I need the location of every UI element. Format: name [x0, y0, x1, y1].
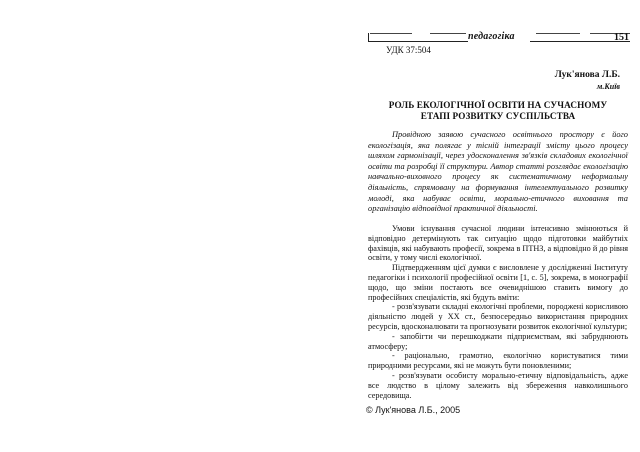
title-line: ЕТАПІ РОЗВИТКУ СУСПІЛЬСТВА: [420, 111, 576, 121]
journal-section-name: педагогіка: [468, 31, 515, 42]
article-body: [368, 224, 628, 400]
header-rule-left-top: [370, 33, 412, 34]
document-page: [356, 0, 640, 452]
page-number: 151: [614, 32, 629, 43]
running-header: [368, 31, 638, 43]
body-paragraph: Умови існування сучасної людини інтенсивно змінюються й відповідно детермінують так ситуацію щодо підготовки майбутніх фахівців, які набувають професії, зокрема в ПТНЗ, а відповідно й до рівня освіти, у тому числі екологічної.: [368, 224, 628, 263]
body-paragraph: - запобігти чи перешкоджати підприємствам, які забруднюють атмосферу;: [368, 331, 628, 351]
title-line: РОЛЬ ЕКОЛОГІЧНОЇ ОСВІТИ НА СУЧАСНОМУ: [388, 100, 608, 110]
header-rule-left-top2: [430, 33, 466, 34]
udc-code: УДК 37:504: [386, 45, 431, 55]
author-city: м.Київ: [596, 82, 620, 91]
article-title: [366, 100, 630, 122]
abstract: [368, 130, 628, 215]
body-paragraph: Підтвердженням цієї думки є висловлене у дослідженні Інституту педагогіки і психології професійної освіти [1, с. 5], зокрема, в монографії щодо, що зміни постають все очевиднішою ставить вимогу до професійних спеціалістів, які будуть вміти:: [368, 263, 628, 302]
header-rule-right-top: [536, 33, 580, 34]
body-paragraph: - раціонально, грамотно, екологічно користуватися тими природними ресурсами, які не можуть бути поновленими;: [368, 351, 628, 371]
author-name: Лук'янова Л.Б.: [554, 70, 620, 80]
copyright-notice: © Лук'янова Л.Б., 2005: [366, 405, 461, 415]
abstract-text: Провідною заявою сучасного освітнього простору є його екологізація, яка полягає у тісній інтеграції змісту цього процесу шляхом гармонізації, через удосконалення зв'язків складових екологічної освіти та розробці її структури. Автор статті розглядає екологізацію навчально-виховного процесу як систематичному неформальну діяльність, спрямовану на формування інтелектуального розвитку молоді, яка набуває освіти, морально-етичного виховання та організацію відповідної практичної діяльності.: [368, 130, 628, 214]
body-paragraph: - розв'язувати особисту морально-етичну відповідальність, адже все людство в цілому залежить від збереження навколишнього середовища.: [368, 370, 628, 400]
header-rule-left: [368, 41, 468, 42]
body-paragraph: - розв'язувати складні екологічні проблеми, породжені корисливою діяльністю людей у XX ст., безпосередньо використання природних ресурсів, вдосконалювати та прогнозувати розвиток екологічної культури;: [368, 302, 628, 331]
header-rule-left-tick: [368, 33, 369, 42]
